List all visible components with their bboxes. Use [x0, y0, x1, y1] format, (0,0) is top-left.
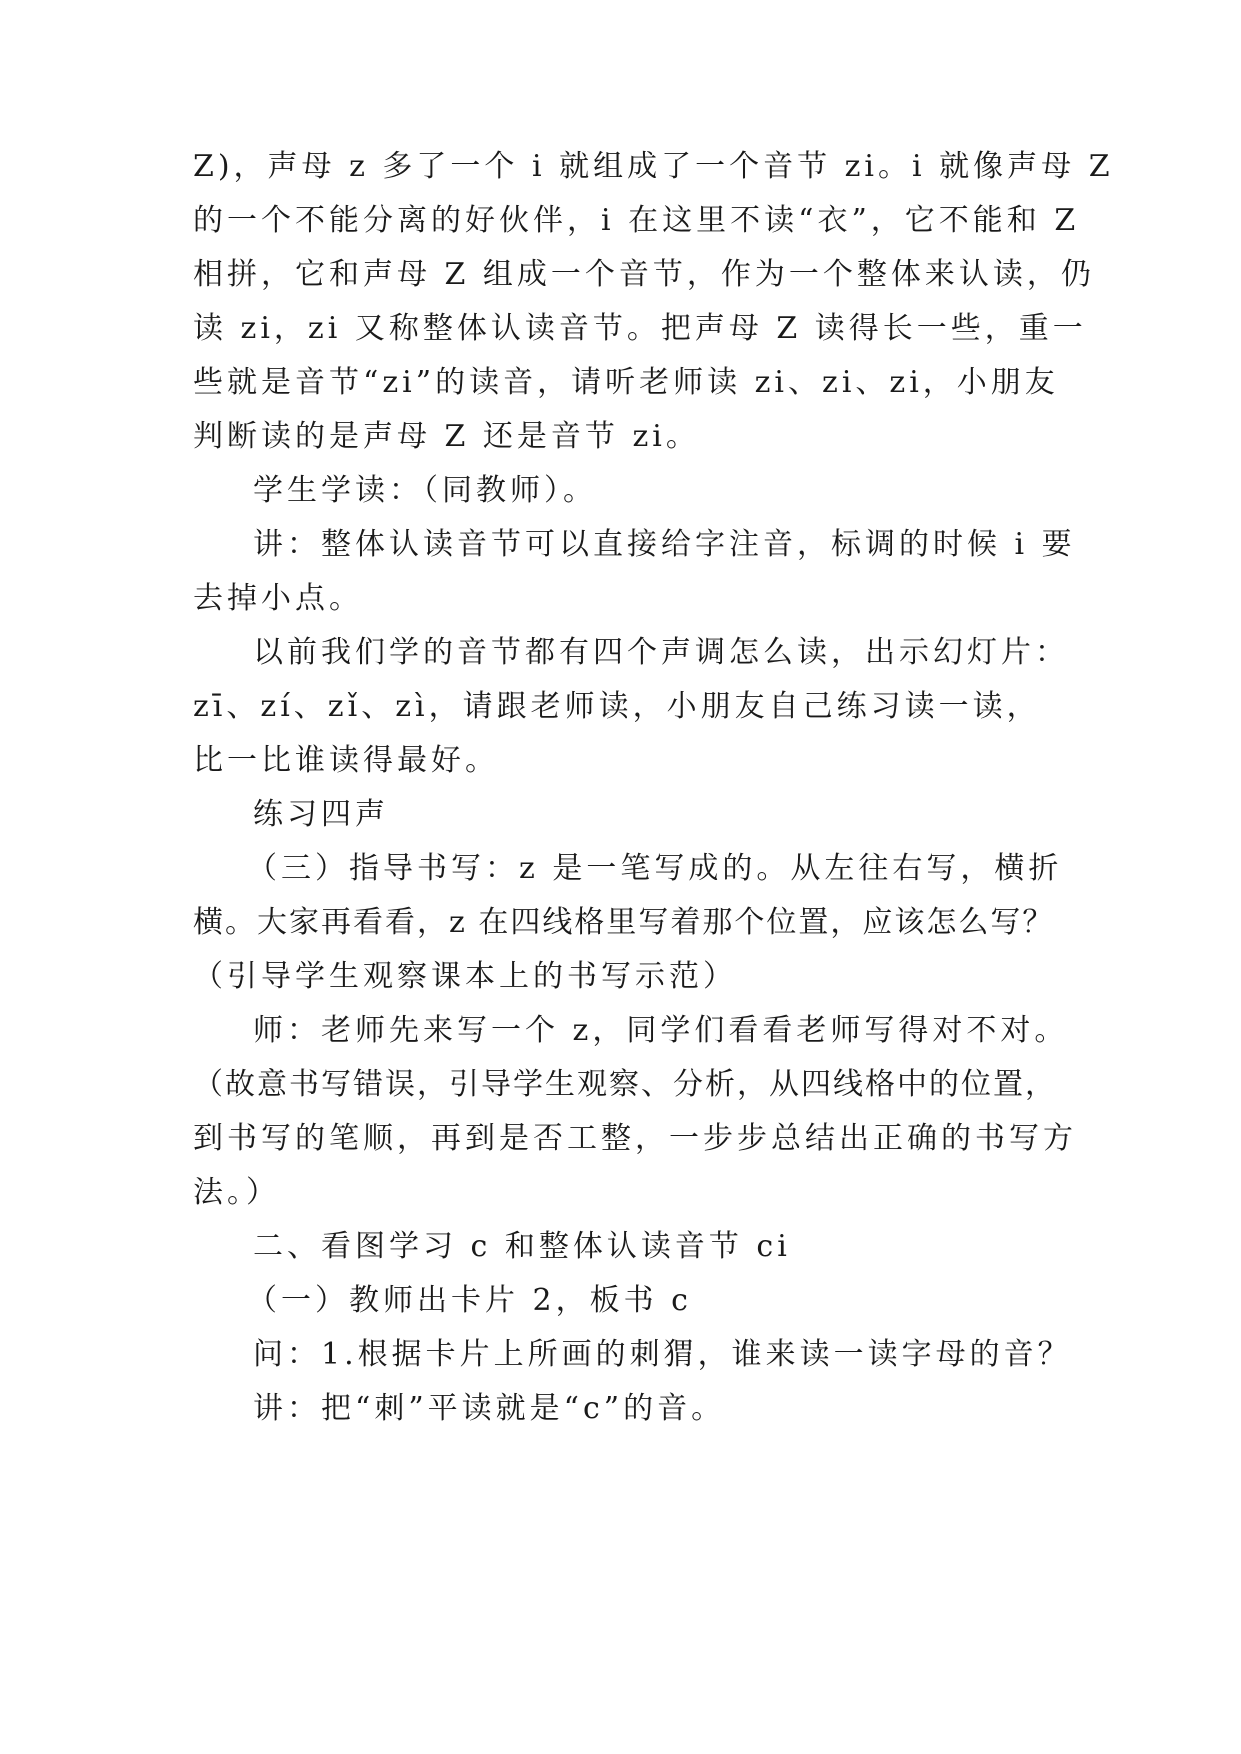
text-line: 横。大家再看看，z 在四线格里写着那个位置，应该怎么写？ [193, 905, 1055, 940]
text-line: 到书写的笔顺，再到是否工整，一步步总结出正确的书写方 [193, 1121, 1077, 1156]
text-line: 去掉小点。 [193, 581, 363, 616]
text-line: （故意书写错误，引导学生观察、分析，从四线格中的位置， [193, 1067, 1057, 1102]
text-line: 相拼，它和声母 Z 组成一个音节，作为一个整体来认读，仍 [193, 257, 1095, 292]
text-line: 些就是音节“zi”的读音，请听老师读 zi、zi、zi，小朋友 [193, 365, 1059, 400]
text-line: zī、zí、zǐ、zì，请跟老师读，小朋友自己练习读一读， [193, 689, 1041, 724]
text-line: 二、看图学习 c 和整体认读音节 ci [253, 1229, 791, 1264]
text-line: 读 zi，zi 又称整体认读音节。把声母 Z 读得长一些，重一 [193, 311, 1087, 346]
text-line: 练习四声 [253, 797, 389, 832]
text-line: 讲：把“刺”平读就是“c”的音。 [253, 1391, 726, 1426]
text-line: 判断读的是声母 Z 还是音节 zi。 [193, 419, 700, 454]
text-line: Z)，声母 z 多了一个 i 就组成了一个音节 zi。i 就像声母 Z [193, 149, 1114, 184]
text-line: 比一比谁读得最好。 [193, 743, 499, 778]
text-line: （引导学生观察课本上的书写示范） [193, 959, 737, 994]
text-line: 学生学读：（同教师）。 [253, 473, 597, 508]
text-line: 的一个不能分离的好伙伴，i 在这里不读“衣”，它不能和 Z [193, 203, 1080, 238]
text-line: 师：老师先来写一个 z，同学们看看老师写得对不对。 [253, 1013, 1069, 1048]
text-line: 法。） [193, 1175, 280, 1210]
text-line: （三）指导书写：z 是一笔写成的。从左往右写，横折 [247, 851, 1063, 886]
text-line: （一）教师出卡片 2，板书 c [247, 1283, 692, 1318]
text-line: 以前我们学的音节都有四个声调怎么读，出示幻灯片： [253, 635, 1069, 670]
text-line: 讲：整体认读音节可以直接给字注音，标调的时候 i 要 [253, 527, 1076, 562]
text-line: 问：1.根据卡片上所画的刺猬，谁来读一读字母的音？ [253, 1337, 1072, 1372]
